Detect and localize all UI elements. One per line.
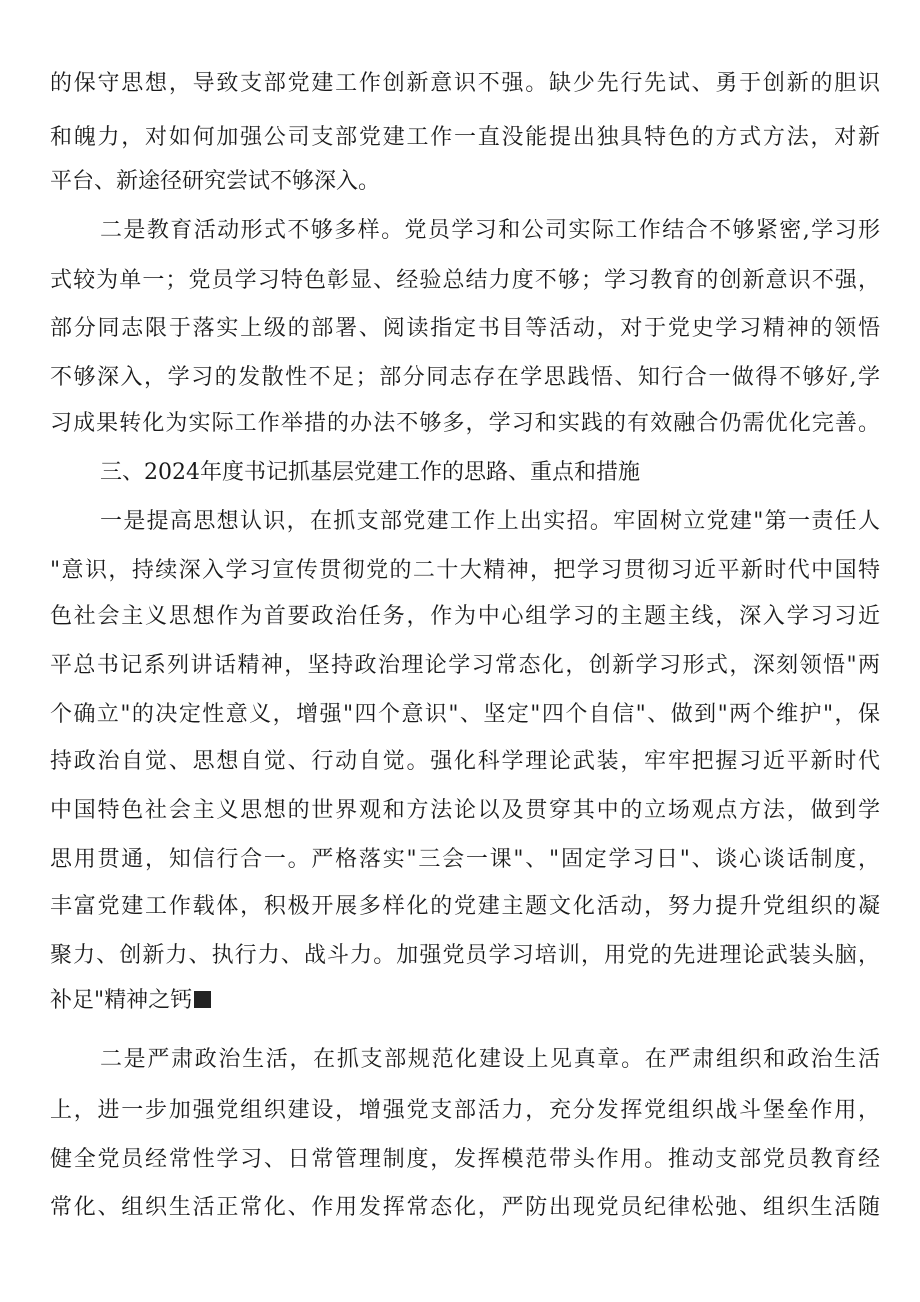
paragraph-line: 思用贯通，知信行合一。严格落实"三会一课"、"固定学习日"、谈心谈话制度，: [50, 847, 880, 872]
paragraph-line: 平总书记系列讲话精神，坚持政治理论学习常态化，创新学习形式，深刻领悟"两: [50, 653, 880, 678]
paragraph-line: 二是教育活动形式不够多样。党员学习和公司实际工作结合不够紧密,学习形: [100, 218, 880, 243]
paragraph-line: 二是严肃政治生活，在抓支部规范化建设上见真章。在严肃组织和政治生活: [100, 1047, 880, 1072]
paragraph-line: 常化、组织生活正常化、作用发挥常态化，严防出现党员纪律松弛、组织生活随: [50, 1195, 880, 1220]
section-heading: 三、2024年度书记抓基层党建工作的思路、重点和措施: [100, 460, 640, 485]
paragraph-line: "意识，持续深入学习宣传贯彻党的二十大精神，把学习贯彻习近平新时代中国特: [50, 558, 880, 583]
paragraph-line: 丰富党建工作载体，积极开展多样化的党建主题文化活动，努力提升党组织的凝: [50, 894, 880, 919]
paragraph-line: 健全党员经常性学习、日常管理制度，发挥模范带头作用。推动支部党员教育经: [50, 1147, 880, 1172]
paragraph-line: 补足"精神之钙: [50, 988, 193, 1013]
paragraph-line: 部分同志限于落实上级的部署、阅读指定书目等活动，对于党史学习精神的领悟: [50, 316, 880, 341]
end-square-mark: [194, 991, 211, 1008]
paragraph-line: 习成果转化为实际工作举措的办法不够多，学习和实践的有效融合仍需优化完善。: [50, 411, 880, 436]
paragraph-line: 聚力、创新力、执行力、战斗力。加强党员学习培训，用党的先进理论武装头脑，: [50, 943, 880, 968]
paragraph-line: 和魄力，对如何加强公司支部党建工作一直没能提出独具特色的方式方法，对新: [50, 125, 880, 150]
paragraph-line: 的保守思想，导致支部党建工作创新意识不强。缺少先行先试、勇于创新的胆识: [50, 71, 880, 96]
paragraph-line: 上，进一步加强党组织建设，增强党支部活力，充分发挥党组织战斗堡垒作用，: [50, 1098, 880, 1123]
paragraph-line: 色社会主义思想作为首要政治任务，作为中心组学习的主题主线，深入学习习近: [50, 604, 880, 629]
paragraph-line: 一是提高思想认识，在抓支部党建工作上出实招。牢固树立党建"第一责任人: [100, 509, 880, 534]
paragraph-line-end: [50, 981, 211, 1021]
paragraph-line: 中国特色社会主义思想的世界观和方法论以及贯穿其中的立场观点方法，做到学: [50, 798, 880, 823]
paragraph-line: 个确立"的决定性意义，增强"四个意识"、坚定"四个自信"、做到"两个维护"，保: [50, 702, 880, 727]
paragraph-line: 式较为单一；党员学习特色彰显、经验总结力度不够；学习教育的创新意识不强，: [50, 268, 880, 293]
paragraph-line: 不够深入，学习的发散性不足；部分同志存在学思践悟、知行合一做得不够好,学: [50, 365, 880, 390]
paragraph-line: 持政治自觉、思想自觉、行动自觉。强化科学理论武装，牢牢把握习近平新时代: [50, 749, 880, 774]
paragraph-line: 平台、新途径研究尝试不够深入。: [50, 169, 381, 194]
